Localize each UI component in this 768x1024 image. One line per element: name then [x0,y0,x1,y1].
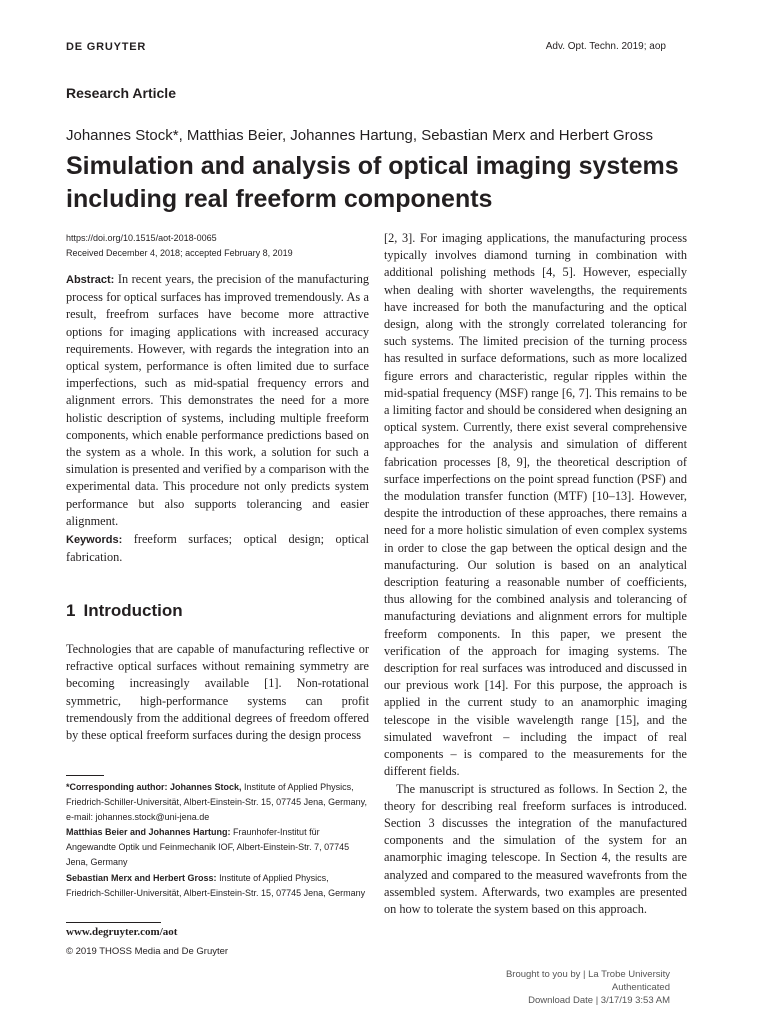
author-list: Johannes Stock*, Matthias Beier, Johannes Hartung, Sebastian Merx and Herbert Gross [66,127,653,144]
abstract [66,271,369,530]
affiliation-footnotes [66,780,369,901]
footnote-divider [66,775,104,776]
keywords [66,531,369,566]
article-type: Research Article [66,85,176,101]
footnote-corresponding: *Corresponding author: Johannes Stock, Institute of Applied Physics, Friedrich-Schiller-Universität, Albert-Einstein-Str. 15, 07745 Jena, Germany, e-mail: johannes.stock@uni-jena.de [66,782,367,823]
journal-citation: Adv. Opt. Techn. 2019; aop [545,41,666,52]
journal-website-link[interactable]: www.degruyter.com/aot [66,926,178,938]
right-column [384,230,687,918]
abstract-text: In recent years, the precision of the manufacturing process for optical surfaces has improved tremendously. As a result, freefrom surfaces have become more attractive options for imaging applications with increased accuracy requirements. However, with regards the integration into an optical system, performance is often limited due to surface imperfections, such as mid-spatial frequency errors and alignment errors. This demonstrates the need for a more holistic description of systems, including multiple freeform components, which enable performance predictions based on the system as a whole. In this work, a solution for such a simulation is presented and verified by a comparison with the experimental data. This procedure not only predicts system performance but also supports tolerancing and easier alignment. [66,272,369,528]
article-title: Simulation and analysis of optical imaging systems including real freeform components [66,152,679,213]
doi-link[interactable]: https://doi.org/10.1515/aot-2018-0065 [66,233,217,243]
access-institution: Brought to you by | La Trobe University [505,969,670,980]
intro-paragraph-1 [66,641,369,744]
section-title: Introduction [83,601,183,620]
abstract-label: Abstract: [66,274,115,286]
access-watermark [506,968,670,1007]
publisher-logo: DE GRUYTER [66,41,147,53]
access-download-date: Download Date | 3/17/19 3:53 AM [528,995,670,1006]
footnote-fraunhofer: Matthias Beier and Johannes Hartung: Fraunhofer-Institut für Angewandte Optik und Feinmechanik IOF, Albert-Einstein-Str. 7, 07745 Jena, Germany [66,827,350,868]
website-divider [66,922,161,923]
footnote-iap: Sebastian Merx and Herbert Gross: Institute of Applied Physics, Friedrich-Schiller-Universität, Albert-Einstein-Str. 15, 07745 Jena, Germany [66,872,366,898]
received-dates: Received December 4, 2018; accepted February 8, 2019 [66,248,293,258]
keywords-label: Keywords: [66,534,123,546]
intro-paragraph-3: The manuscript is structured as follows. In Section 2, the theory for describing real freeform surfaces is introduced. Section 3 discusses the integration of the manufactured components and the simulation of the system for an anamorphic imaging telescope. In Section 4, the results are analyzed and compared to the measured wavefronts from the assembled system. Afterwards, two examples are presented on how to tolerate the system based on this approach. [384,781,687,916]
keywords-text: freeform surfaces; optical design; optical fabrication. [66,532,370,565]
article-meta [66,231,376,261]
section-heading-introduction [66,601,183,621]
intro-paragraph-2: [2, 3]. For imaging applications, the manufacturing process typically involves diamond turning in combination with additional polishing methods [4, 5]. However, especially when dealing with shorter wavelengths, the requirements have increased for both the manufacturing and the optical design, along with the strongly correlated tolerancing for such systems. The limited precision of the turning process has resulted in surface deformations, such as more localized figure errors and characteristic, regular ripples within the mid-spatial frequency (MSF) range [6, 7]. This remains to be a limiting factor and should be considered when designing an optical system. Currently, there exist several comprehensive approaches for the analysis and simulation of different fabrication processes [8, 9], the theoretical description of surface imperfections on the point spread function (PSF) and the modulation transfer function (MTF) [10–13]. However, despite the introduction of these approaches, there remains a need for a more holistic simulation of even complex systems in order to close the gap between the optical design and the manufacturing. Our solution is based on an analytical description featuring a reasonable number of coefficients, thus allowing for the combined analysis and tolerancing of manufacturing deviations and alignment errors for multiple freeform components. In this paper, we present the verification of the approach for imaging systems. The description for real surfaces was introduced and discussed in our previous work [14]. For this purpose, the approach is applied in the current study to an anamorphic imaging telescope in the visible wavelength range [15], and the simulated wavefront – including the impact of real components – is compared to the measurements for the different fields. [384,231,687,779]
access-status: Authenticated [611,982,670,993]
paragraph-text: Technologies that are capable of manufacturing reflective or refractive optical surfaces without remaining symmetry are becoming increasingly available [1]. Non-rotational symmetric, high-performance systems can profit tremendously from the additional degrees of freedom offered by these optical freeform surfaces during the design process [66,642,369,743]
section-number: 1 [66,601,76,620]
copyright-notice: © 2019 THOSS Media and De Gruyter [66,946,229,957]
